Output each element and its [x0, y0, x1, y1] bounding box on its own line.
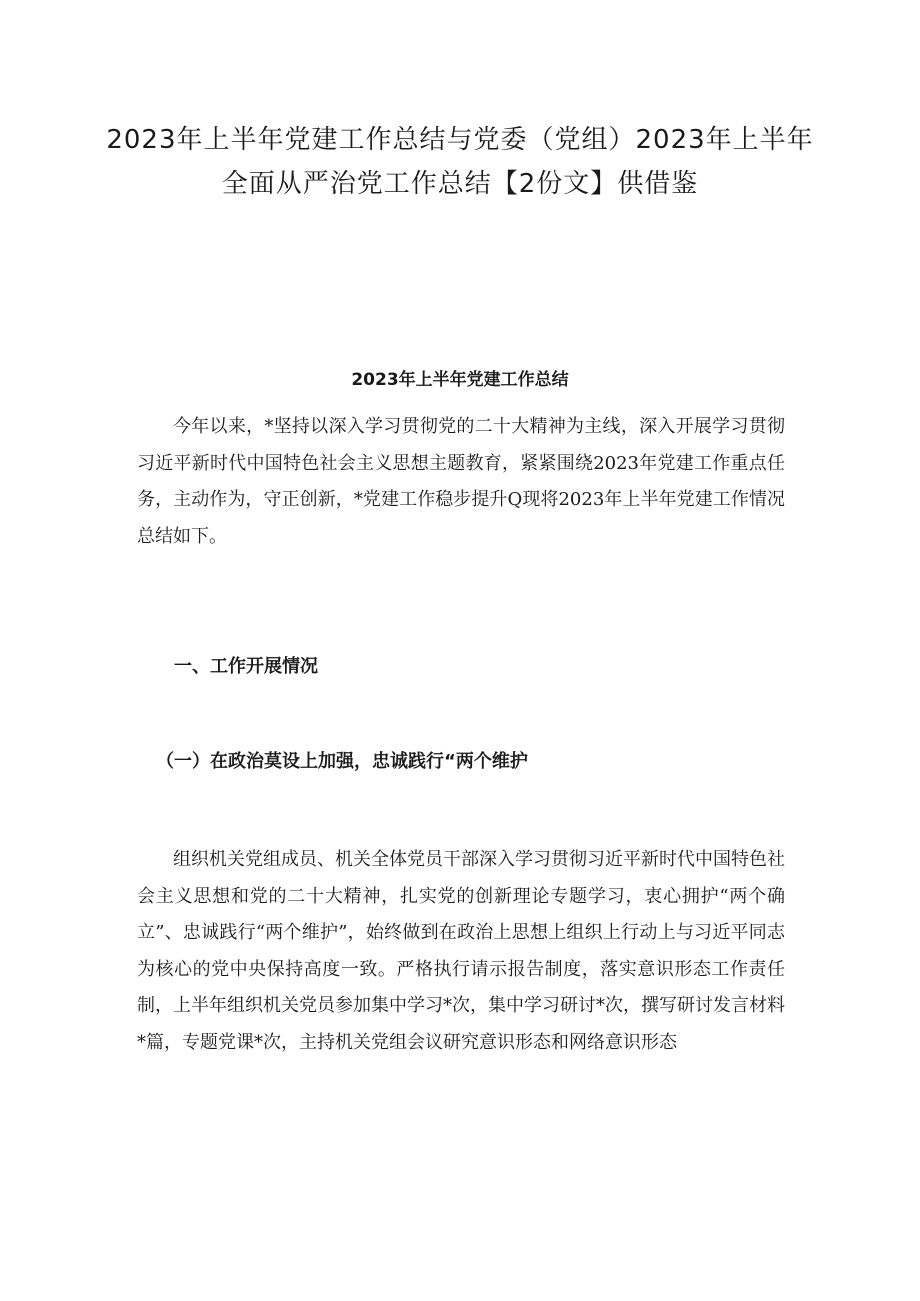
document-title: 2023年上半年党建工作总结与党委（党组）2023年上半年全面从严治党工作总结【2份文】供借鉴: [106, 125, 814, 199]
section-title: 2023年上半年党建工作总结: [351, 370, 569, 390]
heading-work-progress: 一、工作开展情况: [174, 656, 318, 677]
subheading-political-construction: （一）在政治莫设上加强，忠诚践行“两个维护: [156, 751, 528, 772]
intro-paragraph: 今年以来，*坚持以深入学习贯彻党的二十大精神为主线，深入开展学习贯彻习近平新时代中国特色社会主义思想主题教育，紧紧围绕2023年党建工作重点任务，主动作为，守正创新，*党建工作稳步提升Q现将2023年上半年党建工作情况总结如下。: [137, 416, 785, 547]
body-paragraph: 组织机关党组成员、机关全体党员干部深入学习贯彻习近平新时代中国特色社会主义思想和党的二十大精神，扎实党的创新理论专题学习，衷心拥护“两个确立”、忠诚践行“两个维护”，始终做到在政治上思想上组织上行动上与习近平同志为核心的党中央保持高度一致。严格执行请示报告制度，落实意识形态工作责任制，上半年组织机关党员参加集中学习*次，集中学习研讨*次，撰写研讨发言材料*篇，专题党课*次，主持机关党组会议研究意识形态和网络意识形态: [137, 849, 785, 1053]
